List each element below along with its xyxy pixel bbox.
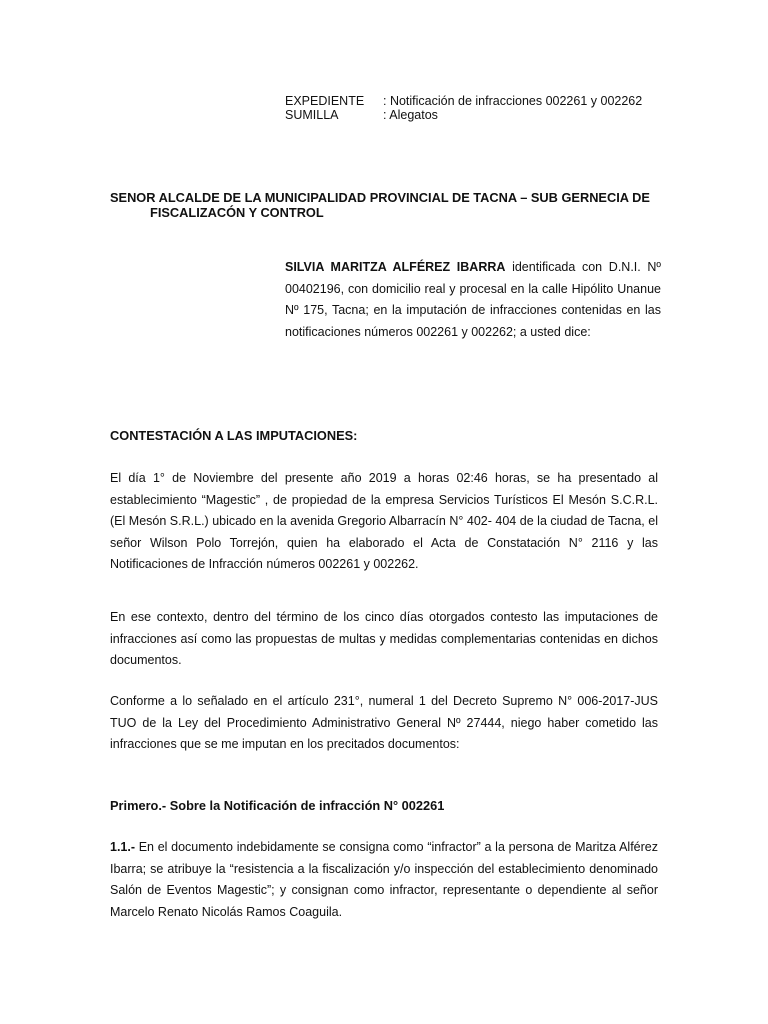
paragraph-facts: El día 1° de Noviembre del presente año 2019 a horas 02:46 horas, se ha presentado al establecimiento “Magestic” , de propiedad de la empresa Servicios Turísticos El Mesón S.C.R.L. (El Mesón S.R.L.) ubicado en la avenida Gregorio Albarracín N° 402- 404 de la ciudad de Tacna, el señor Wilson Polo Torrejón, quien ha elaborado el Acta de Constatación N° 2116 y las Notificaciones de Infracción números 002261 y 002262. [110,471,658,571]
paragraph-legal-basis: Conforme a lo señalado en el artículo 231°, numeral 1 del Decreto Supremo N° 006-2017-JUS TUO de la Ley del Procedimiento Administrativo General Nº 27444, niego haber cometido las infracciones que se me imputan en los precitados documentos: [110,694,658,751]
paragraph-item-1-1 [110,837,658,923]
intro-paragraph [285,257,661,343]
item-number: 1.1.- [110,840,136,854]
item-text: En el documento indebidamente se consigna como “infractor” a la persona de Maritza Alférez Ibarra; se atribuye la “resistencia a la fiscalización y/o inspección del establecimiento denominado Salón de Eventos Magestic”; y consignan como infractor, representante o dependiente al señor Marcelo Renato Nicolás Ramos Coaguila. [110,840,658,919]
case-header [285,94,642,122]
header-row-expediente [285,94,642,108]
intro-text: identificada con D.N.I. Nº 00402196, con domicilio real y procesal en la calle Hipólito Unanue Nº 175, Tacna; en la imputación de infracciones contenidas en las notificaciones números 002261 y 002262; a usted dice: [285,260,661,339]
paragraph-context: En ese contexto, dentro del término de los cinco días otorgados contesto las imputaciones de infracciones así como las propuestas de multas y medidas complementarias contenidas en dichos documentos. [110,610,658,667]
header-key: SUMILLA [285,108,339,122]
addressee-line-1: SENOR ALCALDE DE LA MUNICIPALIDAD PROVINCIAL DE TACNA – SUB GERNECIA DE [110,190,650,205]
addressee [110,190,660,220]
subheading-primero: Primero.- Sobre la Notificación de infracción N° 002261 [110,798,445,813]
addressee-line-2: FISCALIZACÓN Y CONTROL [150,205,324,220]
section-heading: CONTESTACIÓN A LAS IMPUTACIONES: [110,428,358,443]
petitioner-name: SILVIA MARITZA ALFÉREZ IBARRA [285,260,506,274]
header-row-sumilla [285,108,642,122]
header-value: : Notificación de infracciones 002261 y 002262 [383,94,643,108]
header-value: : Alegatos [383,108,438,122]
header-key: EXPEDIENTE [285,94,365,108]
